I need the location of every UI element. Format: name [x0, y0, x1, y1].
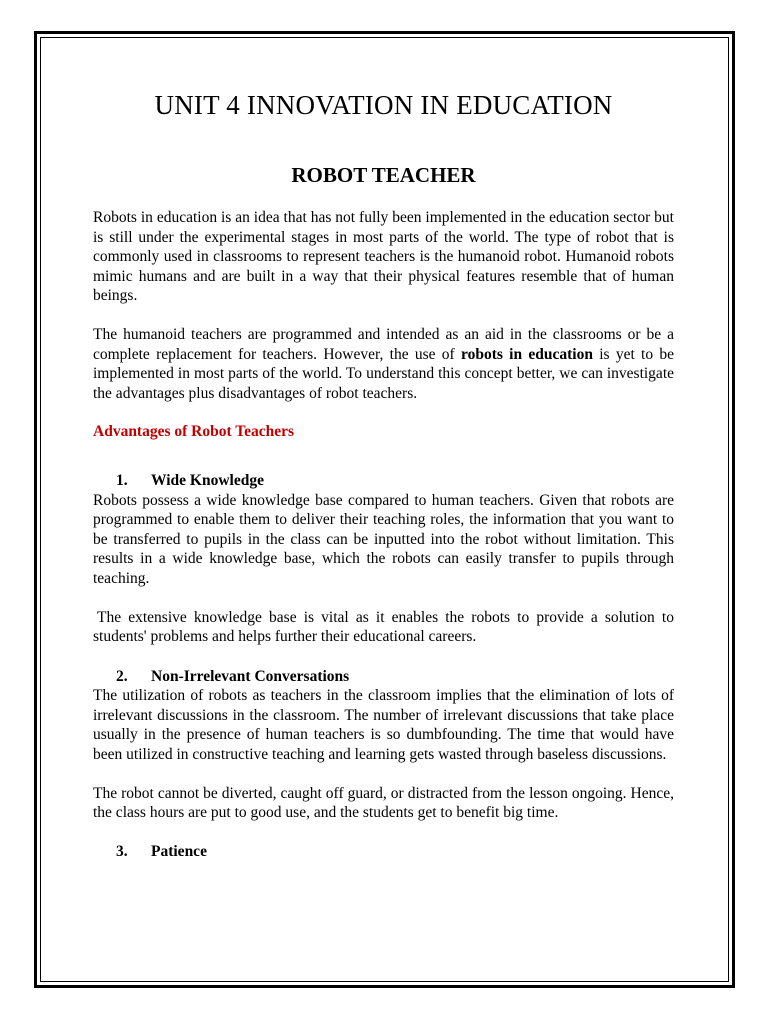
section-title: ROBOT TEACHER: [291, 163, 476, 187]
unit-title: UNIT 4 INNOVATION IN EDUCATION: [154, 90, 613, 120]
second-paragraph: [93, 325, 674, 403]
item-number: 1.: [116, 471, 128, 489]
item-paragraph: The utilization of robots as teachers in the classroom implies that the elimination of lots of irrelevant discussions in the classroom. The number of irrelevant discussions that take place usually in the presence of human teachers is so dumbfounding. The time that would have been utilized in constructive teaching and learning gets wasted through baseless discussions.: [93, 687, 674, 764]
document-body: [93, 86, 674, 861]
robots-in-education-emphasis: robots in education: [460, 345, 593, 363]
second-paragraph-text-before: The humanoid teachers are programmed and intended as an aid in the classrooms or be a complete replacement for teachers. However, the use of: [93, 325, 674, 363]
item-paragraph: The extensive knowledge base is vital as it enables the robots to provide a solution to students' problems and helps further their educational careers.: [93, 608, 674, 646]
item-number: 3.: [116, 842, 128, 860]
item-title: Wide Knowledge: [151, 471, 264, 489]
item-heading-non-irrelevant-conversations: [93, 667, 674, 687]
second-paragraph-text-after: is yet to be implemented in most parts of the world. To understand this concept better, we can investigate the advantages plus disadvantages of robot teachers.: [93, 345, 674, 402]
item-title: Non-Irrelevant Conversations: [151, 667, 350, 685]
intro-paragraph: Robots in education is an idea that has not fully been implemented in the education sector but is still under the experimental stages in most parts of the world. The type of robot that is commonly used in classrooms to represent teachers is the humanoid robot. Humanoid robots mimic humans and are built in a way that their physical features resemble that of human beings.: [93, 209, 674, 305]
item-number: 2.: [116, 667, 128, 685]
advantages-heading: Advantages of Robot Teachers: [93, 423, 295, 441]
item-heading-wide-knowledge: [93, 471, 674, 491]
item-paragraph: Robots possess a wide knowledge base compared to human teachers. Given that robots are programmed to enable them to deliver their teaching roles, the information that you want to be transferred to pupils in the class can be inputted into the robot without limitation. This results in a wide knowledge base, which the robots can easily transfer to pupils through teaching.: [93, 491, 674, 587]
item-paragraph: The robot cannot be diverted, caught off guard, or distracted from the lesson ongoing. Hence, the class hours are put to good use, and the students get to benefit big time.: [93, 784, 674, 822]
item-heading-patience: [93, 842, 674, 862]
item-title: Patience: [151, 842, 207, 860]
